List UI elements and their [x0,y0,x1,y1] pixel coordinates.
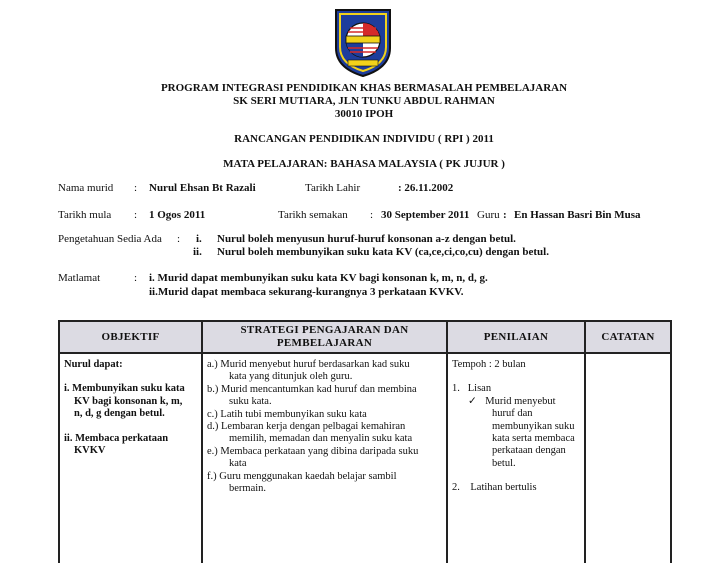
postcode-city: 30010 IPOH [334,108,394,120]
notes-cell [585,353,671,563]
assessment-detail [452,396,580,408]
birthdate-value: : 26.11.2002 [398,182,454,194]
goal-label: Matlamat [58,272,101,284]
strategy-item: e.) Membaca perkataan yang dibina daripada suku [207,445,419,457]
strategy-item-cont: memilih, memadan dan menyalin suku kata [229,433,413,445]
assessment-label: Latihan bertulis [470,482,537,494]
teacher-value: En Hassan Basri Bin Musa [514,209,641,221]
student-name-label: Nama murid [58,182,114,194]
colon: : [134,209,138,221]
assessment-num: 2. [452,482,460,494]
colon: : [134,182,138,194]
duration-text: Tempoh : 2 bulan [452,359,526,370]
strategy-item: a.) Murid menyebut huruf berdasarkan kad suku [207,359,410,370]
assessment-detail-line: Murid menyebut [485,395,556,407]
prior-knowledge-item: Nurul boleh menyusun huruf-huruf konsonan a-z dengan betul. [217,233,516,245]
prior-knowledge-label: Pengetahuan Sedia Ada [58,233,162,245]
review-date-label: Tarikh semakan [278,209,348,221]
assessment-item [452,383,580,395]
objective-line: KV bagi konsonan k, m, [74,395,183,407]
colon: : [177,233,181,245]
school-crest-icon [322,6,404,78]
subject-line: MATA PELAJARAN: BAHASA MALAYSIA ( PK JUJUR ) [223,158,505,170]
strategy-item-cont: suku kata. [229,396,272,408]
notes-header: CATATAN [585,321,671,353]
plan-table [58,320,672,563]
goal-item: i. Murid dapat membunyikan suku kata KV bagi konsonan k, m, n, d, g. [149,272,488,284]
colon: : [134,272,138,284]
objective-intro: Nurul dapat: [64,359,123,370]
assessment-detail-line: kata serta membaca [492,433,575,445]
strategy-header [202,321,447,353]
assessment-label: Lisan [467,383,492,395]
objective-line: KVKV [74,445,106,457]
strategy-item: b.) Murid mencantumkan kad huruf dan membina [207,383,417,395]
colon: : [503,209,507,221]
program-title: PROGRAM INTEGRASI PENDIDIKAN KHAS BERMASALAH PEMBELAJARAN [160,82,568,94]
prior-knowledge-num: i. [196,233,202,245]
objective-line: n, d, g dengan betul. [74,408,165,420]
prior-knowledge-item: Nurul boleh membunyikan suku kata KV (ca,ce,ci,co,cu) dengan betul. [217,246,549,258]
school-address: SK SERI MUTIARA, JLN TUNKU ABDUL RAHMAN [233,95,495,107]
start-date-value: 1 Ogos 2011 [149,209,206,221]
strategy-header-line: STRATEGI PENGAJARAN DAN [240,324,409,336]
checkmark-icon: ✓ [468,395,477,407]
assessment-detail-line: perkataan dengan [492,445,566,457]
table-header-row [59,321,671,353]
crest-band [346,36,380,43]
birthdate-label: Tarikh Lahir [305,182,361,194]
strategy-item-cont: bermain. [229,483,267,495]
teacher-label: Guru [477,209,500,221]
student-name-value: Nurul Ehsan Bt Razali [149,182,256,194]
strategy-item: d.) Lembaran kerja dengan pelbagai kemahiran [207,421,406,433]
review-date-value: 30 September 2011 [381,209,470,221]
assessment-item [452,482,580,494]
document-title: RANCANGAN PENDIDIKAN INDIVIDU ( RPI ) 2011 [234,133,494,145]
strategy-item: f.) Guru menggunakan kaedah belajar sambil [207,470,397,482]
strategy-header-line: PEMBELAJARAN [276,337,373,349]
crest-ribbon [348,60,378,66]
prior-knowledge-num: ii. [193,246,202,258]
assessment-num: 1. [452,383,460,395]
objective-line: i. Membunyikan suku kata [64,383,185,395]
table-row [59,353,671,563]
strategy-item: c.) Latih tubi membunyikan suku kata [207,408,367,420]
assessment-detail-line: huruf dan [492,408,533,420]
goal-item: ii.Murid dapat membaca sekurang-kurangnya 3 perkataan KVKV. [149,286,464,298]
assessment-detail-line: betul. [492,457,516,469]
strategy-item-cont: kata [229,458,247,470]
strategy-item-cont: kata yang ditunjuk oleh guru. [229,371,353,383]
assessment-detail-line: membunyikan suku [492,420,575,432]
colon: : [370,209,374,221]
assessment-header: PENILAIAN [447,321,585,353]
strategy-cell [202,353,447,563]
assessment-cell [447,353,585,563]
objective-cell [59,353,202,563]
start-date-label: Tarikh mula [58,209,112,221]
objective-header: OBJEKTIF [59,321,202,353]
objective-line: ii. Membaca perkataan [64,432,169,444]
